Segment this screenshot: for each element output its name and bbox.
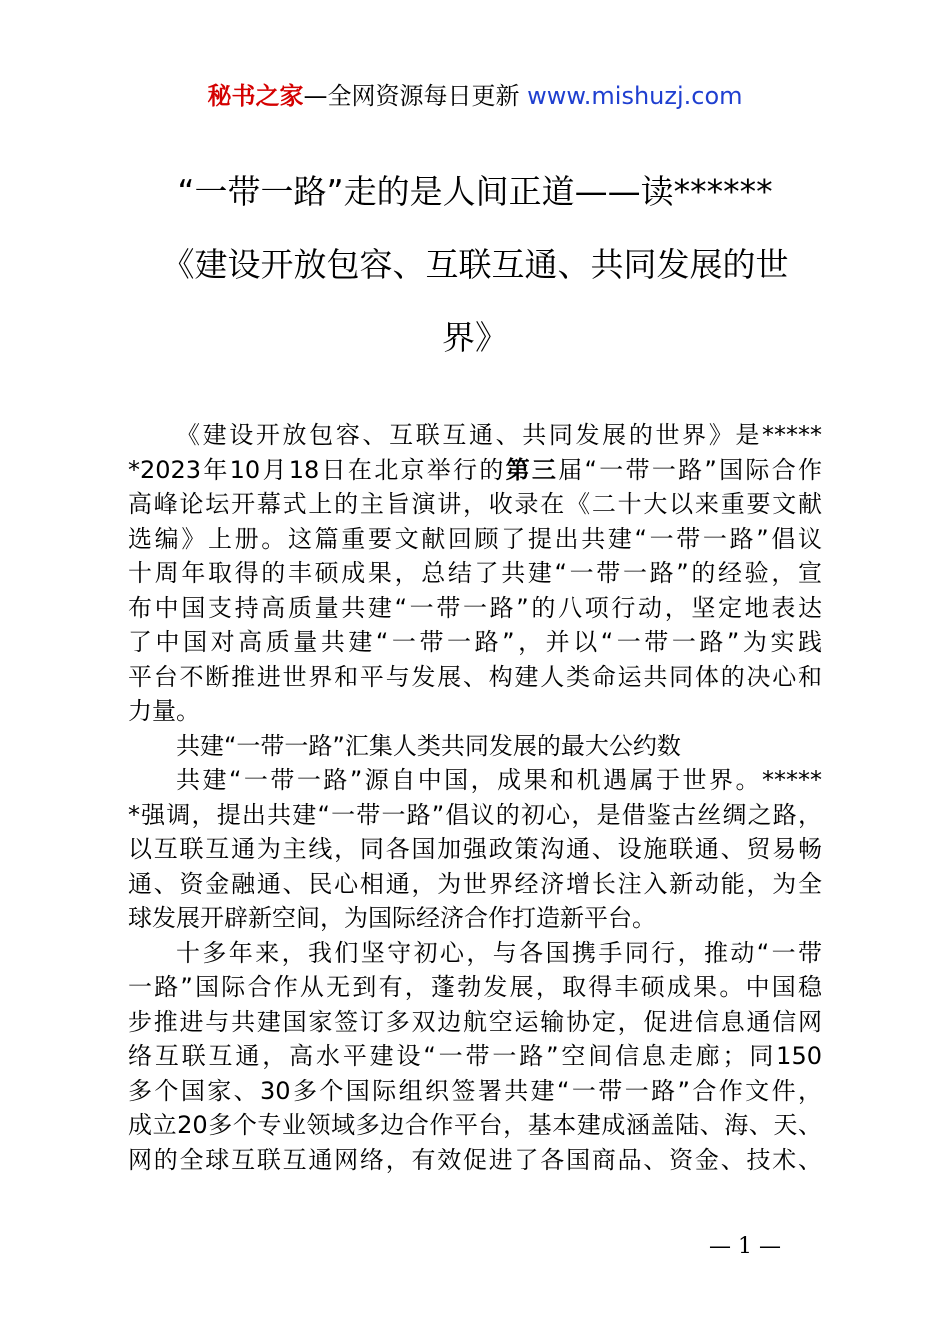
document-body	[128, 418, 822, 1177]
page-number: — 1 —	[709, 1234, 781, 1259]
title-line: 界》	[442, 318, 508, 357]
body-line: *强调，提出共建“一带一路”倡议的初心，是借鉴古丝绸之路，	[128, 800, 822, 829]
body-line: 布中国支持高质量共建“一带一路”的八项行动，坚定地表达	[128, 593, 822, 622]
body-line: 选编》上册。这篇重要文献回顾了提出共建“一带一路”倡议	[128, 524, 822, 553]
body-line: 十周年取得的丰硕成果，总结了共建“一带一路”的经验，宣	[128, 559, 822, 587]
title-line: “一带一路”走的是人间正道——读******	[177, 172, 773, 211]
document-title	[128, 168, 822, 387]
body-line: 一路”国际合作从无到有，蓬勃发展，取得丰硕成果。中国稳	[128, 973, 822, 1001]
body-line: 网的全球互联互通网络，有效促进了各国商品、资金、技术、	[128, 1145, 822, 1174]
body-line: 了中国对高质量共建“一带一路”，并以“一带一路”为实践	[128, 628, 822, 656]
title-line: 《建设开放包容、互联互通、共同发展的世	[161, 245, 789, 284]
banner-tagline: —全网资源每日更新	[303, 82, 528, 110]
site-url-link[interactable]: www.mishuzj.com	[527, 82, 743, 110]
body-line: 平台不断推进世界和平与发展、构建人类命运共同体的决心和	[128, 662, 822, 691]
body-line: 步推进与共建国家签订多双边航空运输协定，促进信息通信网	[128, 1007, 822, 1036]
body-line: 高峰论坛开幕式上的主旨演讲，收录在《二十大以来重要文献	[128, 490, 822, 518]
body-line-text: 届“一带一路”国际合作	[558, 455, 823, 484]
body-line: 络互联互通，高水平建设“一带一路”空间信息走廊；同150	[128, 1042, 822, 1070]
body-line: 以互联互通为主线，同各国加强政策沟通、设施联通、贸易畅	[128, 835, 822, 863]
body-line: 十多年来，我们坚守初心，与各国携手同行，推动“一带	[176, 938, 822, 967]
body-line: 球发展开辟新空间，为国际经济合作打造新平台。	[128, 904, 656, 932]
body-line: 共建“一带一路”源自中国，成果和机遇属于世界。*****	[176, 766, 822, 794]
body-line	[128, 453, 822, 488]
brand-name: 秘书之家	[207, 82, 304, 110]
body-line: 《建设开放包容、互联互通、共同发展的世界》是*****	[176, 421, 822, 449]
site-banner	[0, 78, 950, 114]
body-line: 成立20多个专业领域多边合作平台，基本建成涵盖陆、海、天、	[128, 1111, 822, 1139]
body-line-text: *2023年10月18日在北京举行的	[128, 455, 506, 484]
body-line: 通、资金融通、民心相通，为世界经济增长注入新动能，为全	[128, 869, 822, 898]
bold-text: 第三	[505, 455, 559, 484]
body-line: 力量。	[128, 697, 200, 725]
body-line: 多个国家、30多个国际组织签署共建“一带一路”合作文件，	[128, 1076, 822, 1105]
section-heading: 共建“一带一路”汇集人类共同发展的最大公约数	[176, 731, 681, 760]
